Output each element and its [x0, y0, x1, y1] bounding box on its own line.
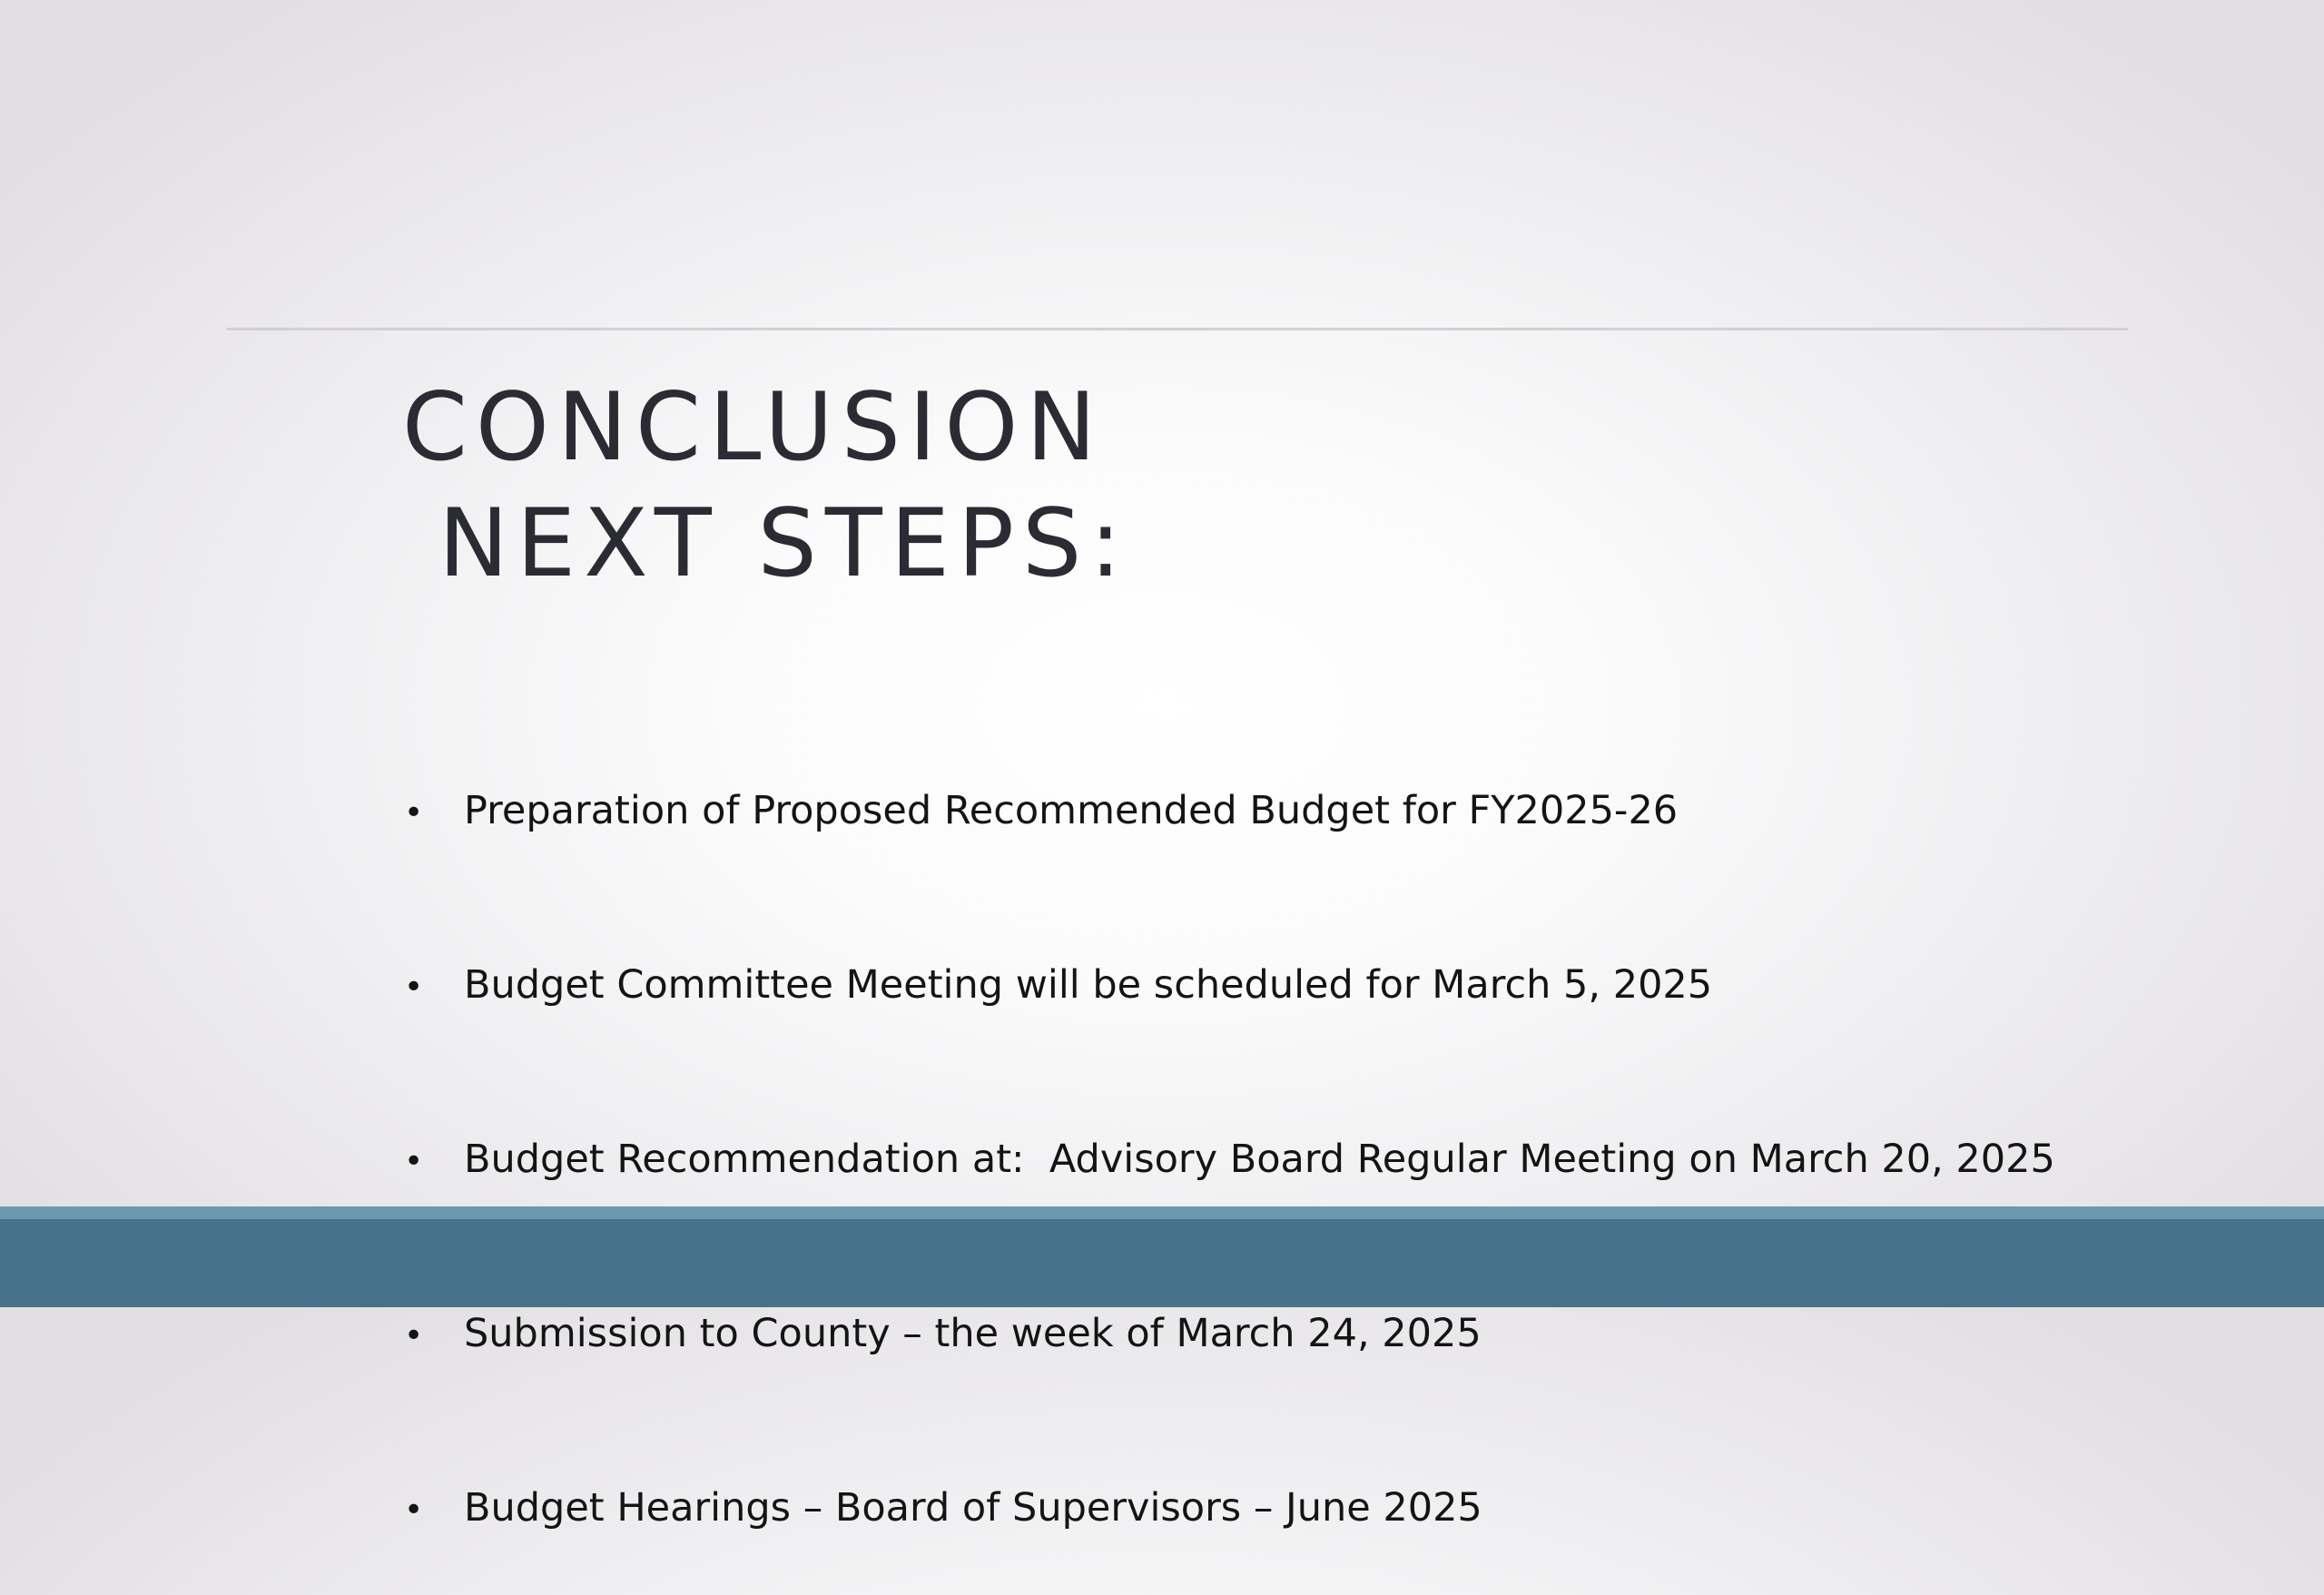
list-item — [404, 1130, 2055, 1188]
list-item-text: Preparation of Proposed Recommended Budget for FY2025-26 — [464, 788, 1679, 833]
title-divider-line — [227, 328, 2128, 330]
title-line-next-steps: NEXT STEPS: — [438, 489, 1130, 598]
list-item — [404, 956, 2055, 1014]
footer-accent-stripe — [0, 1206, 2324, 1219]
list-item — [404, 782, 2055, 840]
bullet-icon: • — [404, 1492, 424, 1529]
slide-title — [402, 369, 1129, 602]
list-item-text: Budget Recommendation at: Advisory Board Regular Meeting on March 20, 2025 — [464, 1137, 2055, 1182]
footer-band — [0, 1206, 2324, 1307]
bullet-icon: • — [404, 1143, 424, 1180]
list-item-text: Budget Hearings – Board of Supervisors – June 2025 — [464, 1485, 1482, 1531]
bullet-icon: • — [404, 969, 424, 1006]
bullet-icon: • — [404, 1317, 424, 1354]
list-item-text: Budget Committee Meeting will be scheduled for March 5, 2025 — [464, 962, 1713, 1008]
bullet-icon: • — [404, 794, 424, 832]
title-line-conclusion: CONCLUSION — [402, 373, 1105, 482]
list-item-text: Submission to County – the week of March 24, 2025 — [464, 1311, 1482, 1356]
list-item — [404, 1479, 2055, 1537]
next-steps-list — [404, 665, 2055, 1595]
list-item — [404, 1305, 2055, 1363]
